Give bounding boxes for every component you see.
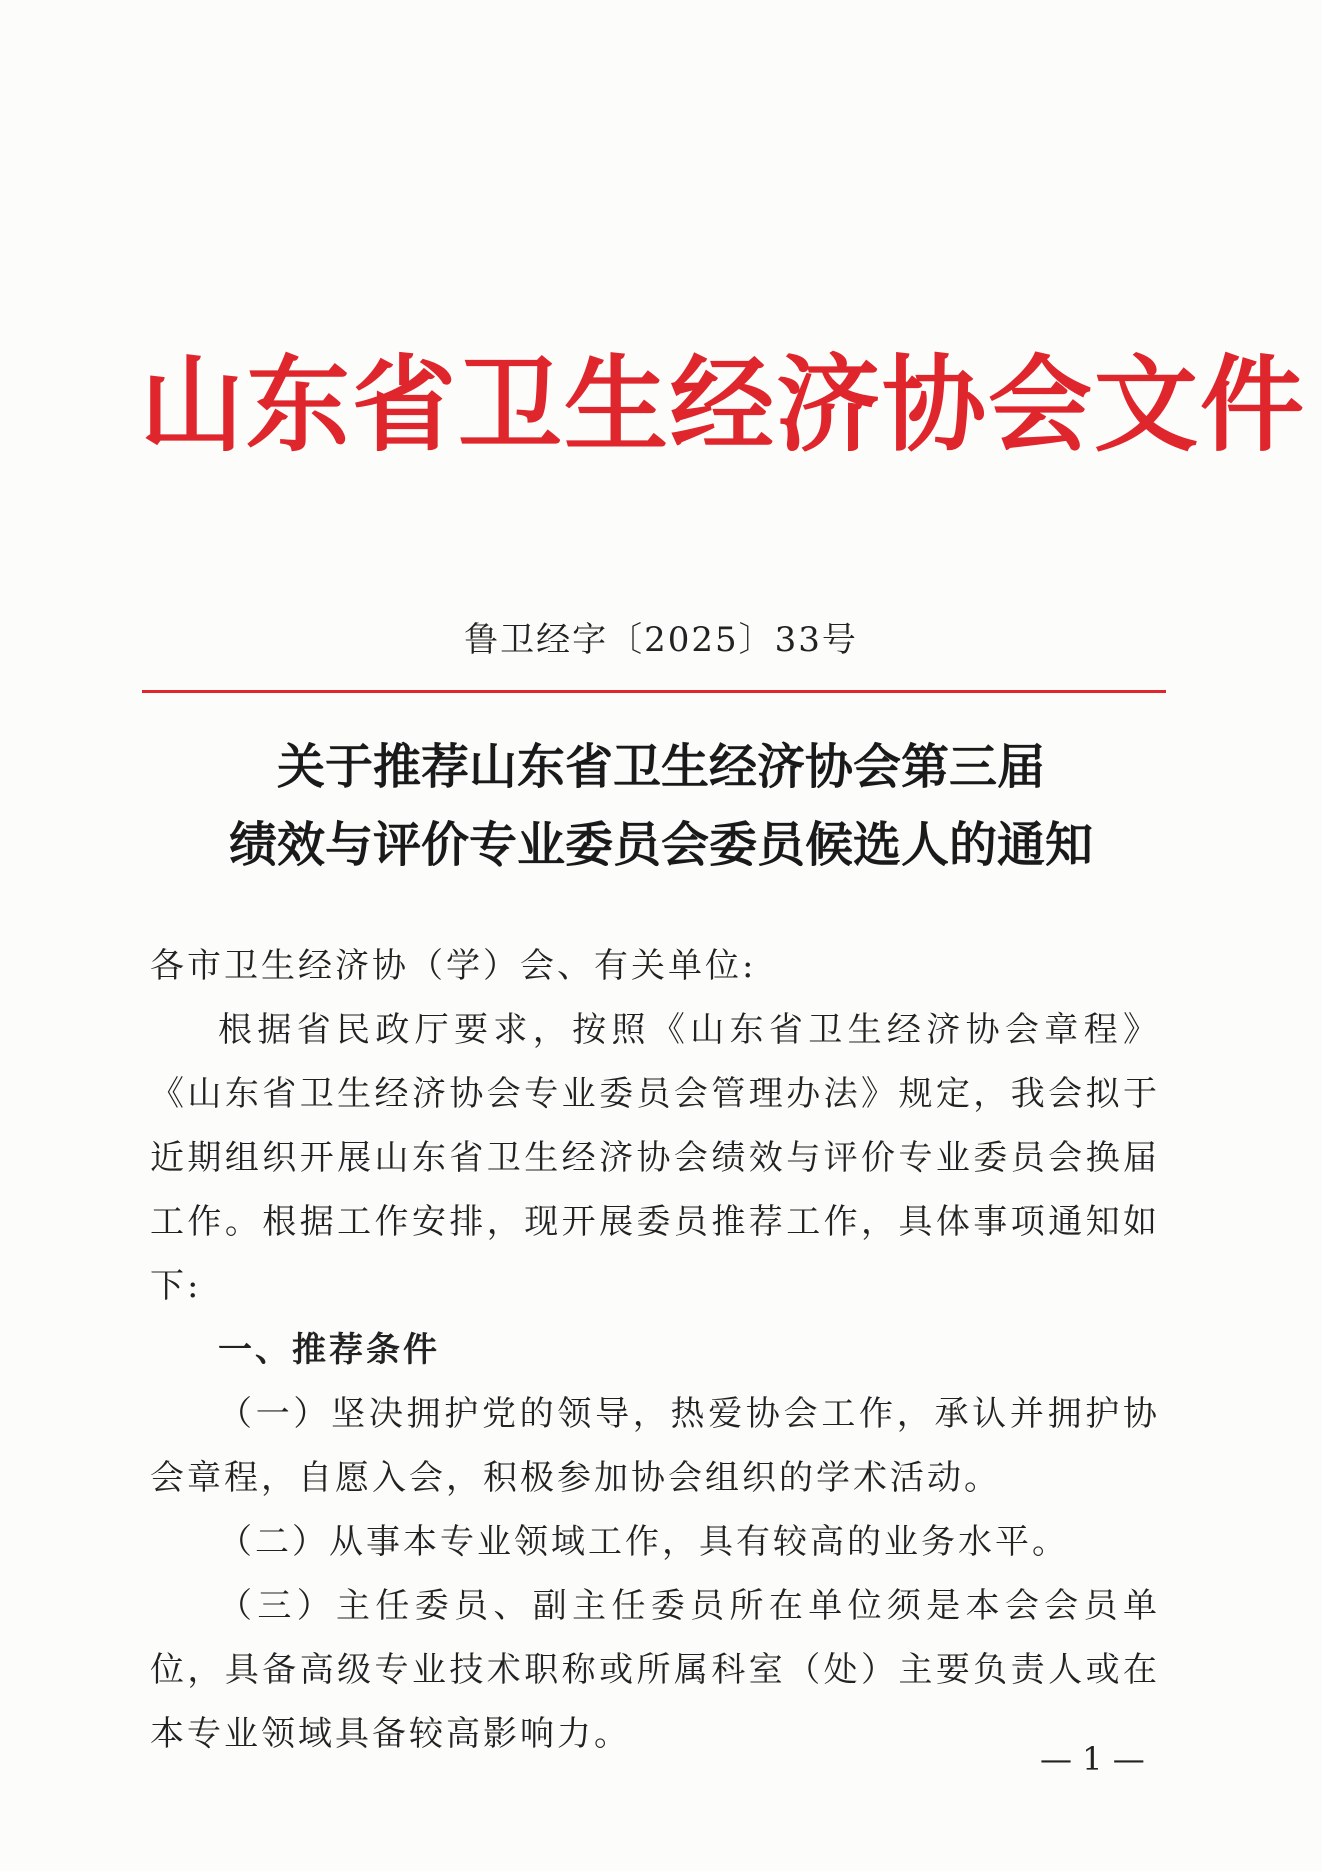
condition-1: （一）坚决拥护党的领导，热爱协会工作，承认并拥护协会章程，自愿入会，积极参加协会组织的学术活动。 [150, 1394, 1160, 1498]
masthead-title: 山东省卫生经济协会文件 [140, 343, 1307, 466]
notice-title [0, 728, 1322, 884]
paragraph-intro: 根据省民政厅要求，按照《山东省卫生经济协会章程》《山东省卫生经济协会专业委员会管理办法》规定，我会拟于近期组织开展山东省卫生经济协会绩效与评价专业委员会换届工作。根据工作安排，现开展委员推荐工作，具体事项通知如下: [150, 1010, 1160, 1306]
condition-2: （二）从事本专业领域工作，具有较高的业务水平。 [218, 1522, 1069, 1562]
document-number: 鲁卫经字〔2025〕33号 [464, 620, 858, 660]
condition-3: （三）主任委员、副主任委员所在单位须是本会会员单位，具备高级专业技术职称或所属科室（处）主要负责人或在本专业领域具备较高影响力。 [150, 1586, 1160, 1754]
salutation: 各市卫生经济协（学）会、有关单位: [150, 946, 757, 986]
red-divider-line [142, 690, 1166, 693]
section-heading-1: 一、推荐条件 [218, 1330, 440, 1370]
notice-body [150, 934, 1160, 1766]
notice-title-line-2: 绩效与评价专业委员会委员候选人的通知 [228, 817, 1093, 873]
page-number: — 1 — [1040, 1740, 1145, 1778]
notice-title-line-1: 关于推荐山东省卫生经济协会第三届 [276, 739, 1045, 795]
